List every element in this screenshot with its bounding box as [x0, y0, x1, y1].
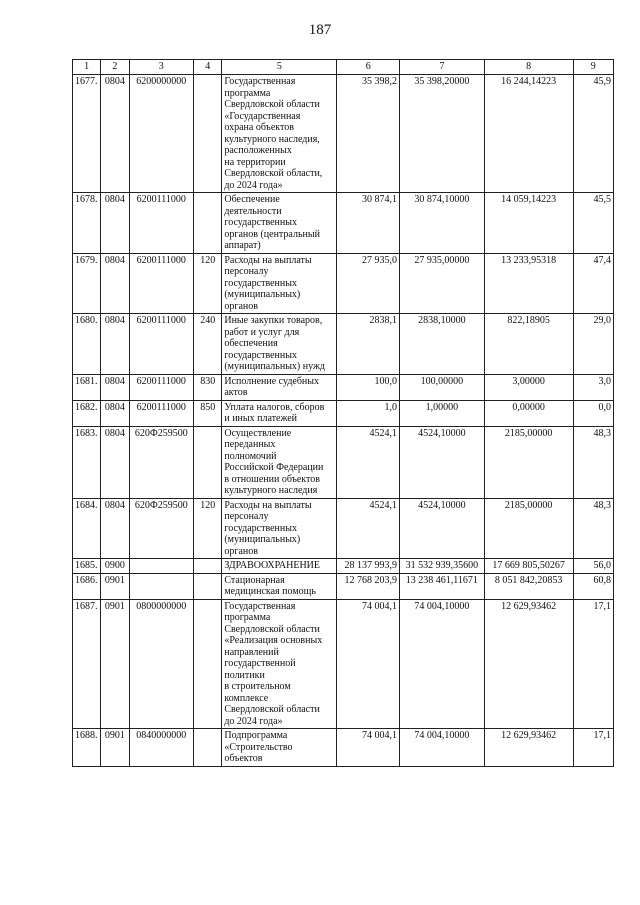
execution-percent: 17,1 — [573, 599, 613, 729]
column-header: 7 — [399, 60, 484, 75]
table-header-row — [73, 60, 614, 75]
table-row — [73, 400, 614, 426]
execution-percent: 3,0 — [573, 374, 613, 400]
row-number: 1679. — [73, 253, 101, 314]
executed-amount: 12 629,93462 — [484, 599, 573, 729]
expense-type-code — [194, 75, 222, 193]
executed-amount: 16 244,14223 — [484, 75, 573, 193]
expense-type-code — [194, 729, 222, 767]
row-number: 1678. — [73, 193, 101, 254]
item-name: Расходы на выплаты персоналу государственных (муниципальных) органов — [222, 498, 337, 559]
section-code: 0804 — [101, 193, 129, 254]
refined-amount: 4524,10000 — [399, 498, 484, 559]
expense-type-code — [194, 426, 222, 498]
column-header: 6 — [337, 60, 400, 75]
item-name: Подпрограмма «Строительство объектов — [222, 729, 337, 767]
section-code: 0900 — [101, 559, 129, 574]
approved-amount: 28 137 993,9 — [337, 559, 400, 574]
target-article-code: 6200000000 — [129, 75, 194, 193]
executed-amount: 2185,00000 — [484, 426, 573, 498]
execution-percent: 48,3 — [573, 426, 613, 498]
target-article-code: 6200111000 — [129, 193, 194, 254]
item-name: Осуществление переданных полномочий Российской Федерации в отношении объектов культурного наследия — [222, 426, 337, 498]
target-article-code: 6200111000 — [129, 400, 194, 426]
item-name: Уплата налогов, сборов и иных платежей — [222, 400, 337, 426]
section-code: 0804 — [101, 253, 129, 314]
row-number: 1682. — [73, 400, 101, 426]
expense-type-code: 850 — [194, 400, 222, 426]
approved-amount: 35 398,2 — [337, 75, 400, 193]
target-article-code: 620Ф259500 — [129, 426, 194, 498]
table-row — [73, 253, 614, 314]
target-article-code: 620Ф259500 — [129, 498, 194, 559]
section-code: 0901 — [101, 729, 129, 767]
target-article-code: 0840000000 — [129, 729, 194, 767]
approved-amount: 74 004,1 — [337, 729, 400, 767]
execution-percent: 45,5 — [573, 193, 613, 254]
item-name: Иные закупки товаров, работ и услуг для обеспечения государственных (муниципальных) нужд — [222, 314, 337, 375]
column-header: 3 — [129, 60, 194, 75]
approved-amount: 100,0 — [337, 374, 400, 400]
row-number: 1686. — [73, 573, 101, 599]
target-article-code — [129, 573, 194, 599]
table-row — [73, 599, 614, 729]
expense-type-code: 120 — [194, 498, 222, 559]
item-name: Стационарная медицинская помощь — [222, 573, 337, 599]
expense-type-code: 830 — [194, 374, 222, 400]
section-code: 0804 — [101, 75, 129, 193]
target-article-code: 6200111000 — [129, 253, 194, 314]
refined-amount: 2838,10000 — [399, 314, 484, 375]
table-row — [73, 573, 614, 599]
row-number: 1677. — [73, 75, 101, 193]
table-row — [73, 314, 614, 375]
executed-amount: 8 051 842,20853 — [484, 573, 573, 599]
refined-amount: 1,00000 — [399, 400, 484, 426]
item-name: ЗДРАВООХРАНЕНИЕ — [222, 559, 337, 574]
column-header: 5 — [222, 60, 337, 75]
expense-type-code — [194, 599, 222, 729]
executed-amount: 13 233,95318 — [484, 253, 573, 314]
expense-type-code: 240 — [194, 314, 222, 375]
item-name: Обеспечение деятельности государственных органов (центральный аппарат) — [222, 193, 337, 254]
row-number: 1680. — [73, 314, 101, 375]
item-name: Расходы на выплаты персоналу государственных (муниципальных) органов — [222, 253, 337, 314]
table-row — [73, 729, 614, 767]
section-code: 0804 — [101, 426, 129, 498]
page-number: 187 — [308, 22, 332, 38]
expense-type-code — [194, 193, 222, 254]
row-number: 1681. — [73, 374, 101, 400]
row-number: 1684. — [73, 498, 101, 559]
section-code: 0804 — [101, 374, 129, 400]
item-name: Государственная программа Свердловской области «Государственная охрана объектов культурного наследия, расположенных на территории Свердловской области, до 2024 года» — [222, 75, 337, 193]
executed-amount: 14 059,14223 — [484, 193, 573, 254]
refined-amount: 100,00000 — [399, 374, 484, 400]
execution-percent: 47,4 — [573, 253, 613, 314]
execution-percent: 48,3 — [573, 498, 613, 559]
executed-amount: 17 669 805,50267 — [484, 559, 573, 574]
row-number: 1688. — [73, 729, 101, 767]
execution-percent: 0,0 — [573, 400, 613, 426]
approved-amount: 4524,1 — [337, 426, 400, 498]
column-header: 8 — [484, 60, 573, 75]
row-number: 1687. — [73, 599, 101, 729]
execution-percent: 56,0 — [573, 559, 613, 574]
section-code: 0901 — [101, 599, 129, 729]
execution-percent: 29,0 — [573, 314, 613, 375]
approved-amount: 30 874,1 — [337, 193, 400, 254]
row-number: 1685. — [73, 559, 101, 574]
table-row — [73, 498, 614, 559]
executed-amount: 822,18905 — [484, 314, 573, 375]
refined-amount: 27 935,00000 — [399, 253, 484, 314]
column-header: 4 — [194, 60, 222, 75]
approved-amount: 12 768 203,9 — [337, 573, 400, 599]
table-row — [73, 193, 614, 254]
table-row — [73, 426, 614, 498]
refined-amount: 30 874,10000 — [399, 193, 484, 254]
execution-percent: 17,1 — [573, 729, 613, 767]
refined-amount: 74 004,10000 — [399, 729, 484, 767]
row-number: 1683. — [73, 426, 101, 498]
table-row — [73, 374, 614, 400]
target-article-code: 0800000000 — [129, 599, 194, 729]
item-name: Государственная программа Свердловской области «Реализация основных направлений государственной политики в строительном комплексе Свердловской области до 2024 года» — [222, 599, 337, 729]
refined-amount: 35 398,20000 — [399, 75, 484, 193]
approved-amount: 74 004,1 — [337, 599, 400, 729]
execution-percent: 45,9 — [573, 75, 613, 193]
expense-type-code — [194, 573, 222, 599]
section-code: 0804 — [101, 498, 129, 559]
section-code: 0901 — [101, 573, 129, 599]
expense-type-code — [194, 559, 222, 574]
refined-amount: 74 004,10000 — [399, 599, 484, 729]
executed-amount: 2185,00000 — [484, 498, 573, 559]
approved-amount: 4524,1 — [337, 498, 400, 559]
expense-type-code: 120 — [194, 253, 222, 314]
section-code: 0804 — [101, 314, 129, 375]
execution-percent: 60,8 — [573, 573, 613, 599]
approved-amount: 2838,1 — [337, 314, 400, 375]
refined-amount: 13 238 461,11671 — [399, 573, 484, 599]
table-row — [73, 559, 614, 574]
refined-amount: 31 532 939,35600 — [399, 559, 484, 574]
target-article-code — [129, 559, 194, 574]
section-code: 0804 — [101, 400, 129, 426]
target-article-code: 6200111000 — [129, 314, 194, 375]
column-header: 2 — [101, 60, 129, 75]
column-header: 9 — [573, 60, 613, 75]
approved-amount: 27 935,0 — [337, 253, 400, 314]
executed-amount: 0,00000 — [484, 400, 573, 426]
approved-amount: 1,0 — [337, 400, 400, 426]
executed-amount: 12 629,93462 — [484, 729, 573, 767]
budget-table — [72, 59, 614, 767]
column-header: 1 — [73, 60, 101, 75]
item-name: Исполнение судебных актов — [222, 374, 337, 400]
refined-amount: 4524,10000 — [399, 426, 484, 498]
target-article-code: 6200111000 — [129, 374, 194, 400]
executed-amount: 3,00000 — [484, 374, 573, 400]
table-row — [73, 75, 614, 193]
